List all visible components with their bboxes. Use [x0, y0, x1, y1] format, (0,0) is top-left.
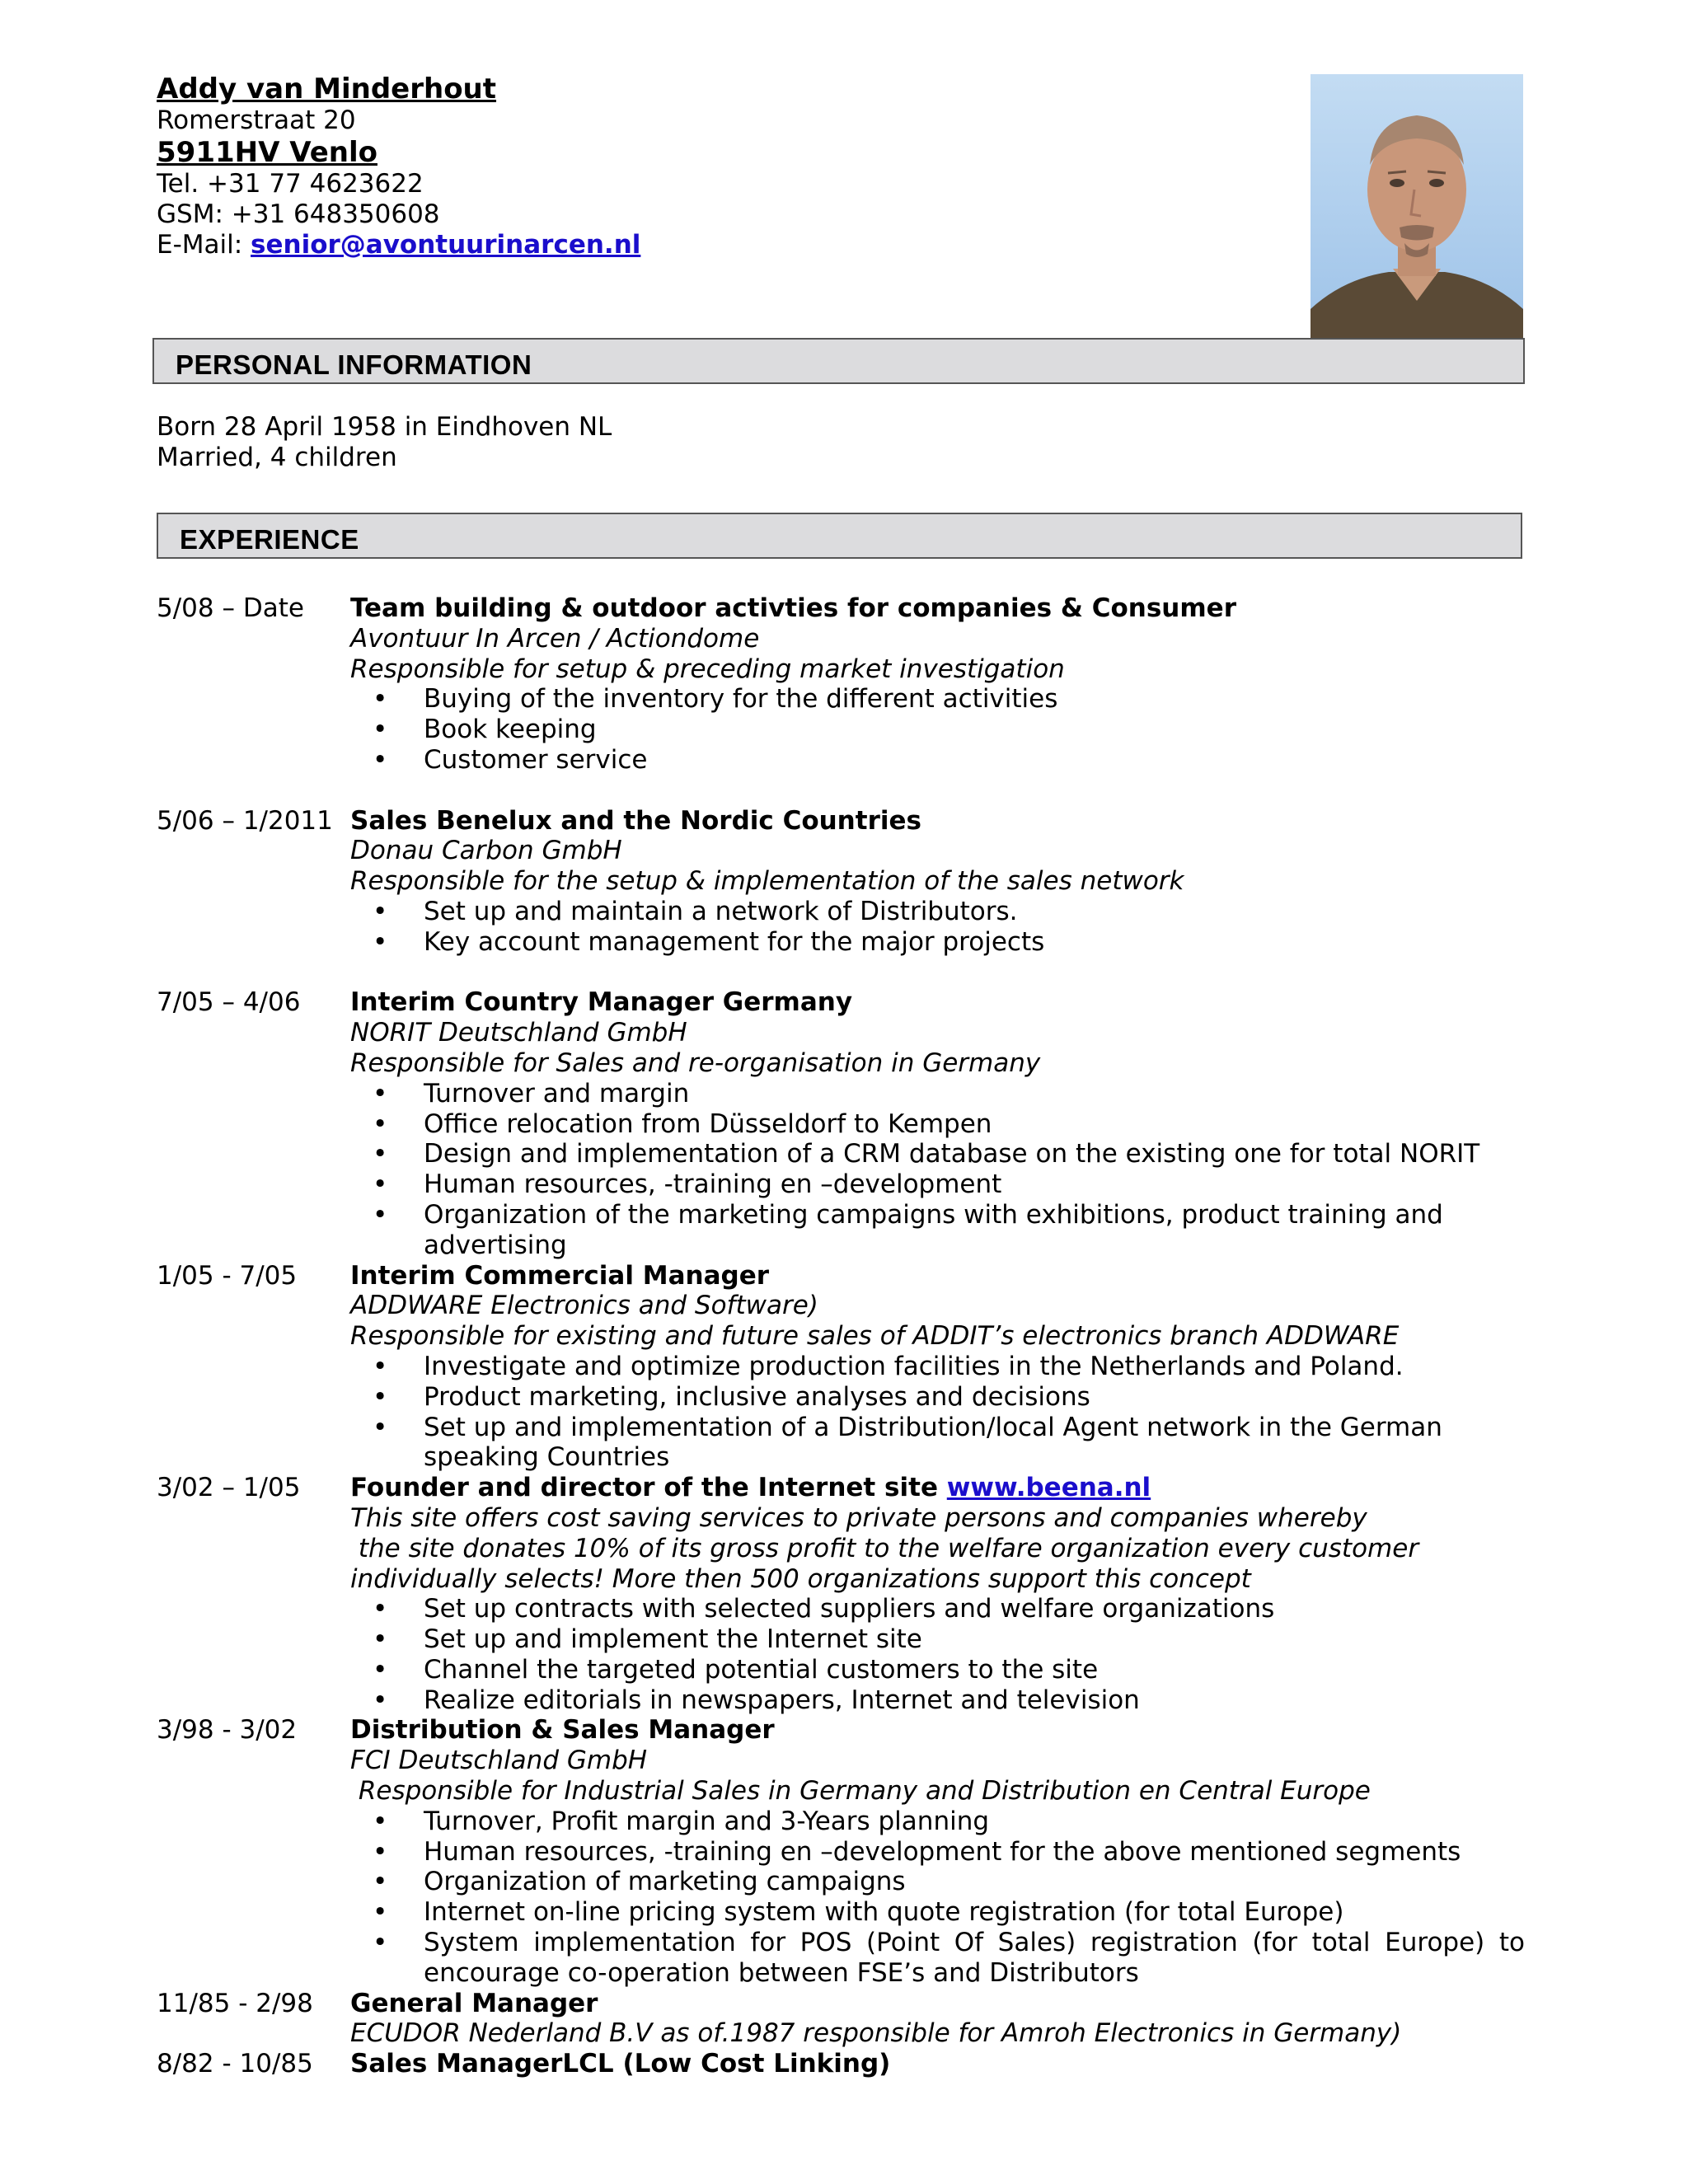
entry-description: This site offers cost saving services to private persons and companies whereby	[350, 1502, 1367, 1533]
family-info: Married, 4 children	[157, 443, 397, 472]
experience-list	[157, 593, 1525, 2079]
bullet-item: • Human resources, -training en –development for the above mentioned segments	[350, 1837, 1525, 1868]
contact-header	[157, 73, 640, 260]
experience-entry	[157, 1989, 1525, 2050]
entry-responsibility: Responsible for Industrial Sales in Germany and Distribution en Central Europe	[350, 1776, 1371, 1807]
bullet-item: • System implementation for POS (Point Of Sales) registration (for total Europe) to encourage co-operation between FSE’s and Distributors	[350, 1928, 1525, 1989]
website-link[interactable]: www.beena.nl	[946, 1473, 1151, 1503]
entry-date: 3/02 – 1/05	[157, 1473, 301, 1503]
bullet-item: • Set up contracts with selected suppliers and welfare organizations	[350, 1594, 1525, 1624]
bullet-item: • Human resources, -training en –development	[350, 1169, 1525, 1200]
bullet-item: • Channel the targeted potential customers to the site	[350, 1655, 1525, 1685]
entry-title	[350, 1473, 1525, 1503]
bullet-item: • Set up and maintain a network of Distributors.	[350, 897, 1525, 927]
bullet-item: • Realize editorials in newspapers, Internet and television	[350, 1685, 1525, 1716]
entry-title: Sales Benelux and the Nordic Countries	[350, 805, 921, 836]
entry-title: Interim Country Manager Germany	[350, 987, 853, 1018]
bullet-item: • Buying of the inventory for the different activities	[350, 684, 1525, 715]
entry-date: 1/05 - 7/05	[157, 1260, 298, 1291]
entry-company: Donau Carbon GmbH	[350, 836, 622, 866]
entry-company: FCI Deutschland GmbH	[350, 1746, 648, 1776]
entry-company: ECUDOR Nederland B.V as of.1987 responsible for Amroh Electronics in Germany)	[350, 2018, 1402, 2049]
experience-entry	[157, 1473, 1525, 1715]
bullet-item: • Organization of marketing campaigns	[350, 1867, 1525, 1897]
entry-title: Interim Commercial Manager	[350, 1260, 770, 1291]
person-name: Addy van Minderhout	[157, 73, 497, 105]
entry-responsibility: Responsible for Sales and re-organisation in Germany	[350, 1047, 1041, 1078]
personal-information-header	[152, 338, 1525, 384]
street-address: Romerstraat 20	[157, 105, 356, 135]
email-link[interactable]: senior@avontuurinarcen.nl	[251, 230, 641, 260]
entry-title: General Manager	[350, 1988, 598, 2018]
bullet-item: • Internet on-line pricing system with quote registration (for total Europe)	[350, 1897, 1525, 1928]
personal-information	[157, 412, 612, 473]
entry-bullets	[350, 1352, 1525, 1473]
city-address: 5911HV Venlo	[157, 136, 377, 169]
entry-date: 8/82 - 10/85	[157, 2049, 313, 2079]
bullet-item: • Product marketing, inclusive analyses and decisions	[350, 1382, 1525, 1413]
profile-photo	[1311, 74, 1523, 346]
bullet-item: • Design and implementation of a CRM database on the existing one for total NORIT	[350, 1139, 1525, 1169]
entry-company: Avontuur In Arcen / Actiondome	[350, 623, 760, 654]
entry-bullets	[350, 1594, 1525, 1715]
bullet-item: • Set up and implement the Internet site	[350, 1624, 1525, 1655]
entry-bullets	[350, 1079, 1525, 1261]
entry-date: 3/98 - 3/02	[157, 1715, 298, 1746]
bullet-item: • Key account management for the major projects	[350, 927, 1525, 958]
entry-title-text: Founder and director of the Internet site	[350, 1473, 947, 1503]
entry-date: 11/85 - 2/98	[157, 1988, 313, 2018]
email-line	[157, 230, 640, 260]
entry-description: individually selects! More then 500 organizations support this concept	[350, 1563, 1251, 1594]
portrait-illustration	[1311, 74, 1523, 346]
experience-title: EXPERIENCE	[180, 524, 359, 555]
entry-bullets	[350, 897, 1525, 958]
entry-company: NORIT Deutschland GmbH	[350, 1018, 687, 1048]
bullet-item: • Turnover, Profit margin and 3-Years planning	[350, 1807, 1525, 1837]
experience-entry	[157, 1261, 1525, 1474]
bullet-item: • Book keeping	[350, 715, 1525, 745]
entry-responsibility: Responsible for the setup & implementation of the sales network	[350, 866, 1184, 897]
bullet-item: • Turnover and margin	[350, 1079, 1525, 1109]
entry-date: 7/05 – 4/06	[157, 987, 301, 1018]
entry-responsibility: Responsible for setup & preceding market investigation	[350, 654, 1065, 684]
entry-title: Team building & outdoor activties for companies & Consumer	[350, 593, 1236, 623]
email-label: E-Mail:	[157, 230, 251, 260]
mobile-phone: GSM: +31 648350608	[157, 199, 440, 229]
experience-entry	[157, 987, 1525, 1260]
bullet-item: • Customer service	[350, 745, 1525, 776]
bullet-item: • Set up and implementation of a Distribution/local Agent network in the German speaking Countries	[350, 1413, 1525, 1474]
entry-title: Sales ManagerLCL (Low Cost Linking)	[350, 2049, 891, 2079]
entry-responsibility: Responsible for existing and future sales of ADDIT’s electronics branch ADDWARE	[350, 1321, 1400, 1352]
entry-company: ADDWARE Electronics and Software)	[350, 1291, 818, 1321]
experience-entry	[157, 593, 1525, 776]
bullet-item: • Office relocation from Düsseldorf to Kempen	[350, 1109, 1525, 1140]
experience-entry	[157, 806, 1525, 958]
telephone: Tel. +31 77 4623622	[157, 169, 424, 199]
entry-title: Distribution & Sales Manager	[350, 1715, 775, 1746]
entry-date: 5/08 – Date	[157, 593, 304, 623]
experience-entry	[157, 1715, 1525, 1988]
entry-bullets	[350, 1807, 1525, 1989]
personal-information-title: PERSONAL INFORMATION	[176, 349, 532, 380]
experience-header	[157, 513, 1522, 559]
bullet-item: • Investigate and optimize production facilities in the Netherlands and Poland.	[350, 1352, 1525, 1382]
entry-date: 5/06 – 1/2011	[157, 805, 333, 836]
entry-bullets	[350, 684, 1525, 775]
birth-info: Born 28 April 1958 in Eindhoven NL	[157, 412, 612, 442]
entry-description: the site donates 10% of its gross profit to the welfare organization every customer	[350, 1533, 1419, 1563]
experience-entry	[157, 2049, 1525, 2079]
bullet-item: • Organization of the marketing campaigns with exhibitions, product training and advertising	[350, 1200, 1525, 1261]
